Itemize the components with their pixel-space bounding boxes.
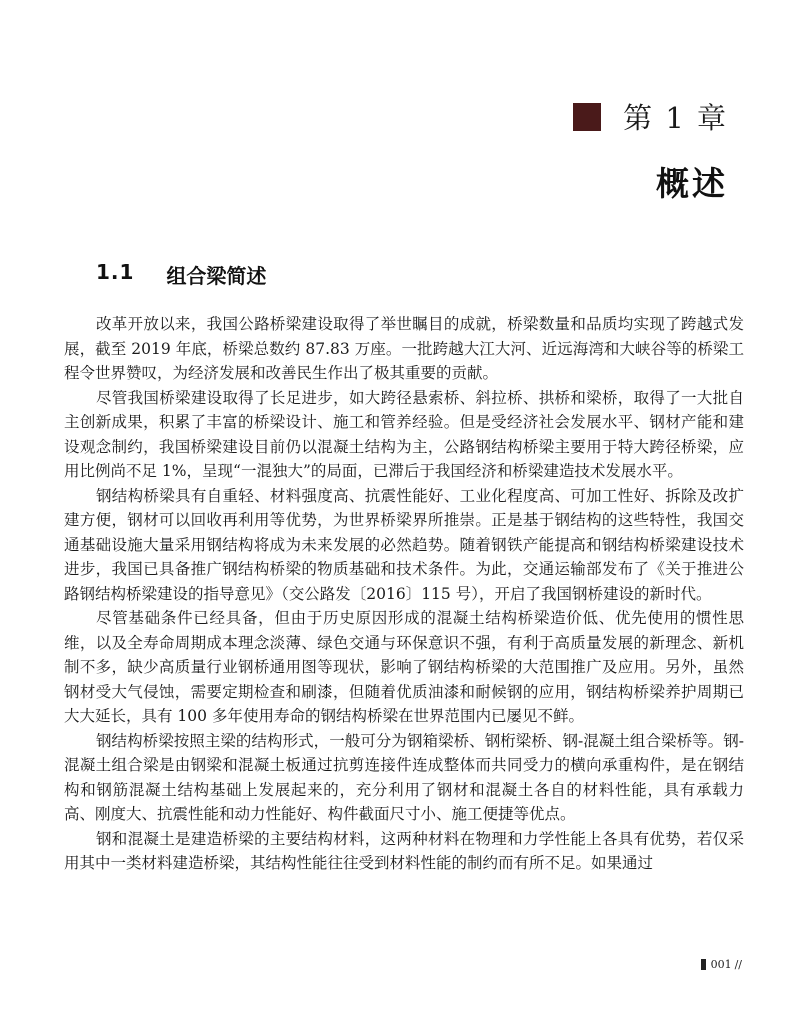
paragraph: 钢结构桥梁按照主梁的结构形式，一般可分为钢箱梁桥、钢桁梁桥、钢-混凝土组合梁桥等。钢-混凝土组合梁是由钢梁和混凝土板通过抗剪连接件连成整体而共同受力的横向承重构件，是在钢结构和钢筋混凝土结构基础上发展起来的，充分利用了钢材和混凝土各自的材料性能，具有承载力高、刚度大、抗震性能和动力性能好、构件截面尺寸小、施工便捷等优点。: [64, 731, 744, 823]
paragraph: 尽管我国桥梁建设取得了长足进步，如大跨径悬索桥、斜拉桥、拱桥和梁桥，取得了一大批自主创新成果，积累了丰富的桥梁设计、施工和管养经验。但是受经济社会发展水平、钢材产能和建设观念制约，我国桥梁建设目前仍以混凝土结构为主，公路钢结构桥梁主要用于特大跨径桥梁，应用比例尚不足 1%，呈现“一混独大”的局面，已滞后于我国经济和桥梁建造技术发展水平。: [64, 388, 744, 480]
chapter-heading: [573, 96, 728, 137]
page-folio: [701, 958, 742, 971]
paragraph: 钢和混凝土是建造桥梁的主要结构材料，这两种材料在物理和力学性能上各具有优势，若仅采用其中一类材料建造桥梁，其结构性能往往受到材料性能的制约而有所不足。如果通过: [64, 829, 744, 872]
section-heading: [96, 260, 266, 289]
chapter-label: 第 1 章: [623, 101, 728, 135]
page-number: 001: [710, 958, 732, 971]
folio-suffix: //: [734, 958, 742, 971]
chapter-square-icon: [573, 103, 601, 131]
paragraph: 钢结构桥梁具有自重轻、材料强度高、抗震性能好、工业化程度高、可加工性好、拆除及改扩建方便，钢材可以回收再利用等优势，为世界桥梁界所推崇。正是基于钢结构的这些特性，我国交通基础设施大量采用钢结构将成为未来发展的必然趋势。随着钢铁产能提高和钢结构桥梁建设技术进步，我国已具备推广钢结构桥梁的物质基础和技术条件。为此，交通运输部发布了《关于推进公路钢结构桥梁建设的指导意见》（交公路发〔2016〕115 号），开启了我国钢桥建设的新时代。: [64, 486, 744, 603]
section-number: 1.1: [96, 260, 135, 284]
section-title: 组合梁简述: [166, 264, 267, 288]
chapter-title: 概述: [656, 164, 728, 203]
folio-bar-icon: [701, 959, 706, 970]
paragraph: 改革开放以来，我国公路桥梁建设取得了举世瞩目的成就，桥梁数量和品质均实现了跨越式发展，截至 2019 年底，桥梁总数约 87.83 万座。一批跨越大江大河、近远海湾和大峡谷等的桥梁工程令世界赞叹，为经济发展和改善民生作出了极其重要的贡献。: [64, 315, 744, 382]
paragraph: 尽管基础条件已经具备，但由于历史原因形成的混凝土结构桥梁造价低、优先使用的惯性思维，以及全寿命周期成本理念淡薄、绿色交通与环保意识不强，有利于高质量发展的新理念、新机制不多，缺少高质量行业钢桥通用图等现状，影响了钢结构桥梁的大范围推广及应用。另外，虽然钢材受大气侵蚀，需要定期检查和刷漆，但随着优质油漆和耐候钢的应用，钢结构桥梁养护周期已大大延长，具有 100 多年使用寿命的钢结构桥梁在世界范围内已屡见不鲜。: [64, 609, 744, 725]
body-text: [64, 312, 744, 876]
